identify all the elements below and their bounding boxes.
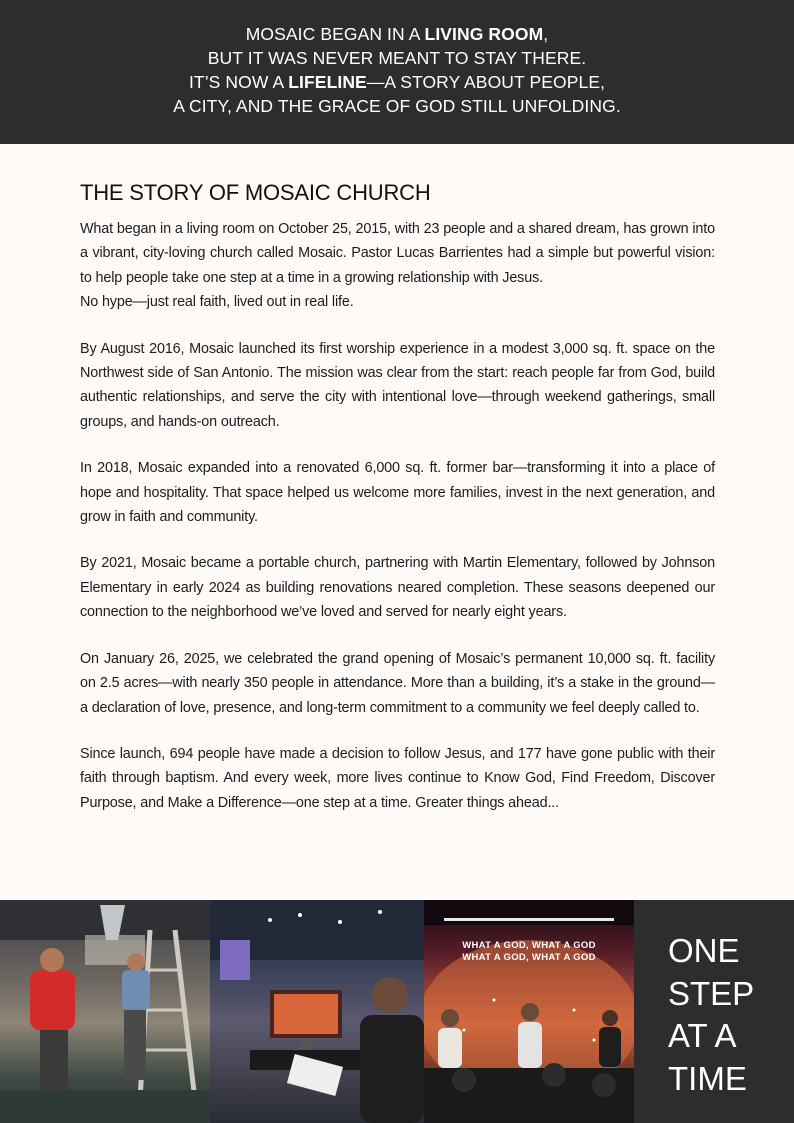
slogan-line: TIME	[668, 1059, 747, 1097]
photo-sound-booth	[210, 900, 424, 1123]
slogan-panel	[634, 900, 794, 1123]
story-paragraph: By 2021, Mosaic became a portable church, partnering with Martin Elementary, followed by Johnson Elementary in early 2024 as building renovations neared completion. These seasons deepened our connection to the neighborhood we’ve loved and served for nearly eight years.	[80, 555, 715, 621]
story-title: THE STORY OF MOSAIC CHURCH	[80, 180, 431, 205]
header-line: MOSAIC BEGAN IN A LIVING ROOM,	[245, 24, 549, 44]
story-paragraph: By August 2016, Mosaic launched its first worship experience in a modest 3,000 sq. ft. space on the Northwest side of San Antonio. The mission was clear from the start: reach people far from God, build authentic relationships, and serve the city with intentional love—through weekend gatherings, small groups, and hands-on outreach.	[80, 340, 715, 430]
photo-strip	[0, 900, 794, 1123]
lyric-line: WHAT A GOD, WHAT A GOD	[462, 940, 596, 951]
story-paragraph: In 2018, Mosaic expanded into a renovated 6,000 sq. ft. former bar—transforming it into a place of hope and hospitality. That space helped us welcome more families, invest in the next generation, and grow in faith and community.	[80, 460, 715, 526]
photo-renovation-illustration	[0, 900, 210, 1123]
slogan-line: ONE	[668, 932, 740, 969]
header-banner	[0, 0, 794, 144]
story-paragraph: What began in a living room on October 25, 2015, with 23 people and a shared dream, has grown into a vibrant, city-loving church called Mosaic. Pastor Lucas Barrientes had a simple but powerful vision: to help people take one step at a time in a growing relationship with Jesus. No hype—just real faith, lived out in real life.	[80, 221, 715, 311]
projection-lyrics	[454, 940, 604, 964]
story-paragraph: On January 26, 2025, we celebrated the grand opening of Mosaic’s permanent 10,000 sq. ft. facility on 2.5 acres—with nearly 350 people in attendance. More than a building, it’s a stake in the ground—a declaration of love, presence, and long-term commitment to a community we feel deeply called to.	[80, 650, 715, 716]
header-line: IT’S NOW A LIFELINE—A STORY ABOUT PEOPLE,	[188, 72, 606, 92]
header-line: BUT IT WAS NEVER MEANT TO STAY THERE.	[207, 48, 587, 68]
story-paragraph: Since launch, 694 people have made a decision to follow Jesus, and 177 have gone public with their faith through baptism. And every week, more lives continue to Know God, Find Freedom, Discover Purpose, and Make a Difference—one step at a time. Greater things ahead...	[80, 745, 715, 811]
photo-soundbooth-illustration	[210, 900, 424, 1123]
photo-renovation-ladder	[0, 900, 210, 1123]
slogan-line: AT A	[668, 1017, 737, 1054]
photo-worship-stage	[424, 900, 634, 1123]
header-tagline	[0, 0, 794, 118]
lyric-line: WHAT A GOD, WHAT A GOD	[462, 952, 596, 963]
story-section	[80, 180, 715, 837]
slogan-line: STEP	[668, 974, 755, 1012]
slogan-text	[668, 930, 754, 1100]
photo-worship-illustration	[424, 900, 634, 1123]
header-line: A CITY, AND THE GRACE OF GOD STILL UNFOLDING.	[173, 96, 621, 116]
